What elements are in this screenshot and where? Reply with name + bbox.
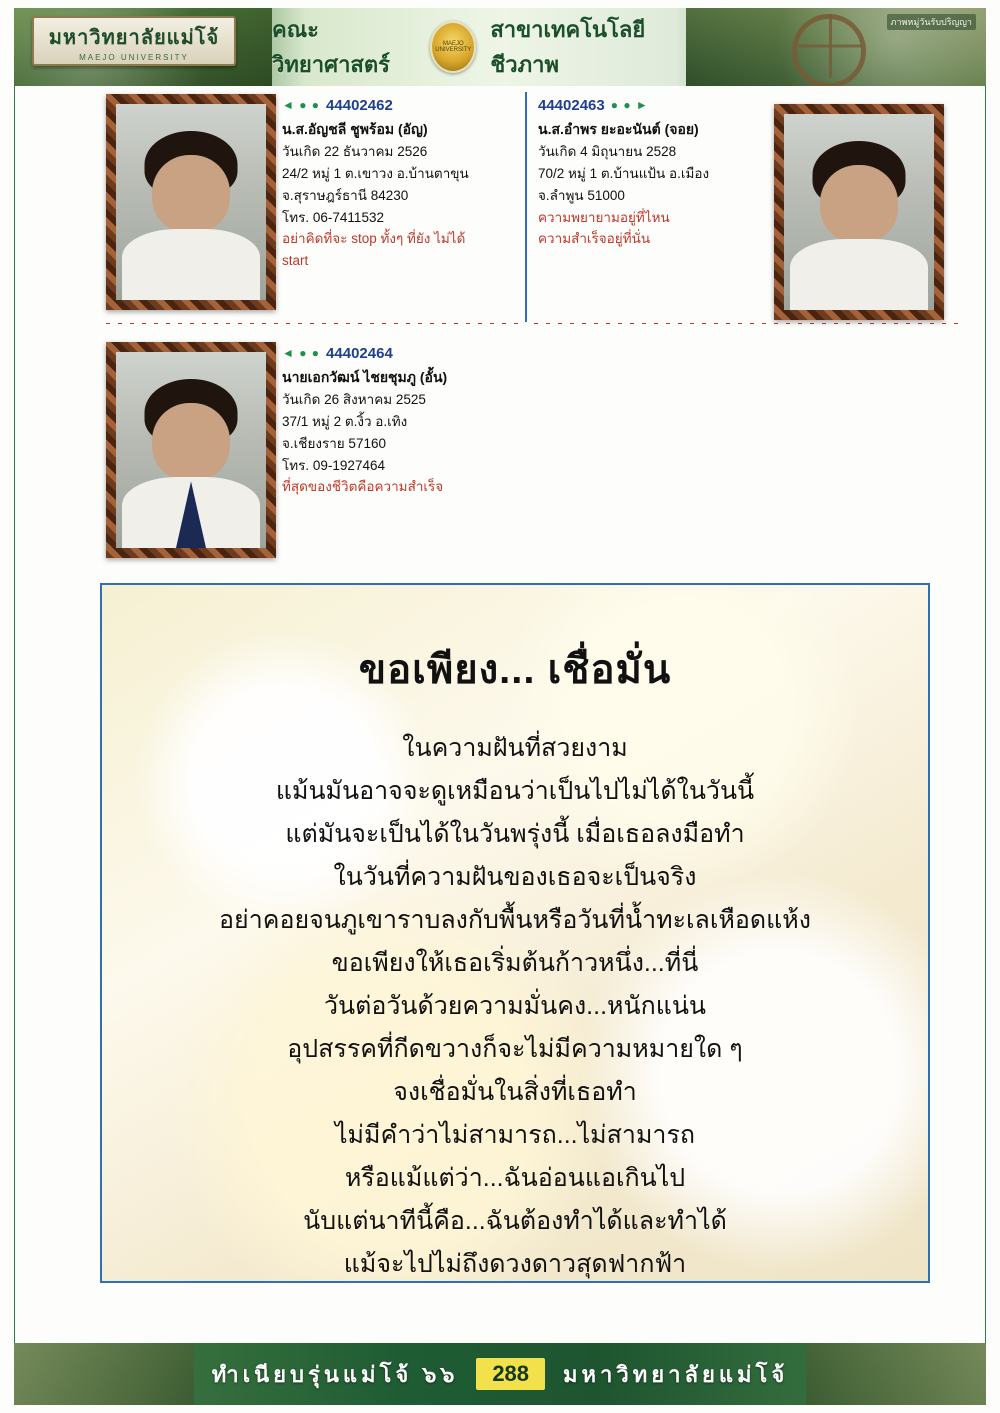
- student-photo-3: [106, 342, 276, 558]
- student-address1-1: 24/2 หมู่ 1 ต.เขาวง อ.บ้านตาขุน: [282, 165, 469, 181]
- entry-divider-top-left: [106, 323, 526, 324]
- department-title: สาขาเทคโนโลยีชีวภาพ: [490, 17, 646, 77]
- poem-line: ไม่มีคำว่าไม่สามารถ...ไม่สามารถ: [334, 1121, 696, 1149]
- page-number: 288: [476, 1358, 545, 1390]
- student-birth-1: วันเกิด 22 ธันวาคม 2526: [282, 143, 428, 159]
- poem-line: ขอเพียงให้เธอเริ่มต้นก้าวหนึ่ง...ที่นี่: [331, 949, 699, 977]
- student-quote1-2: ความพยายามอยู่ที่ไหน: [538, 209, 670, 225]
- poem-title: ขอเพียง... เชื่อมั่น: [358, 648, 672, 692]
- student-phone-1: โทร. 06-7411532: [282, 209, 384, 225]
- student-quote1-3: ที่สุดของชีวิตคือความสำเร็จ: [282, 479, 444, 495]
- arrow-marks-icon-3: ◄ ● ●: [282, 346, 321, 361]
- poem-line: ในความฝันที่สวยงาม: [402, 734, 628, 762]
- university-sign-english: MAEJO UNIVERSITY: [79, 52, 189, 62]
- student-address2-1: จ.สุราษฎร์ธานี 84230: [282, 187, 409, 203]
- poem-line: แม้นมันอาจจะดูเหมือนว่าเป็นไปไม่ได้ในวันนี้: [275, 777, 755, 805]
- poem-line: แม้จะไปไม่ถึงดวงดาวสุดฟากฟ้า: [343, 1250, 687, 1278]
- student-birth-2: วันเกิด 4 มิถุนายน 2528: [538, 143, 677, 159]
- poem-line: อุปสรรคที่กีดขวางก็จะไม่มีความหมายใด ๆ: [287, 1035, 743, 1063]
- portrait-image-1: [116, 104, 266, 300]
- page-header-banner: [14, 8, 986, 86]
- faculty-title: คณะวิทยาศาสตร์: [272, 17, 390, 77]
- student-info-3: [282, 342, 542, 498]
- poem-line: ในวันที่ความฝันของเธอจะเป็นจริง: [333, 863, 697, 891]
- student-id-3: 44402464: [326, 345, 393, 362]
- university-sign-thai: มหาวิทยาลัยแม่โจ้: [48, 26, 220, 49]
- arrow-marks-icon-2: ● ● ►: [610, 98, 649, 113]
- student-address2-2: จ.ลำพูน 51000: [538, 187, 625, 203]
- footer-right-text: มหาวิทยาลัยแม่โจ้: [563, 1361, 789, 1387]
- university-sign: [32, 16, 236, 66]
- entry-vertical-divider: [525, 92, 527, 322]
- student-address1-2: 70/2 หมู่ 1 ต.บ้านแป้น อ.เมือง: [538, 165, 710, 181]
- header-right-caption: ภาพหมู่วันรับปริญญา: [887, 14, 976, 30]
- portrait-face-1: [152, 155, 230, 233]
- footer-left-text: ทำเนียบรุ่นแม่โจ้ ๖๖: [211, 1361, 459, 1387]
- student-info-1: [282, 94, 512, 272]
- portrait-image-2: [784, 114, 934, 310]
- poem-body: [102, 727, 928, 1283]
- student-photo-2: [774, 104, 944, 320]
- student-id-2: 44402463: [538, 97, 605, 114]
- student-quote2-1: start: [282, 253, 309, 269]
- wagon-wheel-icon: [792, 14, 866, 86]
- poem-line: อย่าคอยจนภูเขาราบลงกับพื้นหรือวันที่น้ำทะเลเหือดแห้ง: [219, 906, 811, 934]
- page-footer: [14, 1343, 986, 1405]
- poem-line: วันต่อวันด้วยความมั่นคง...หนักแน่น: [323, 992, 707, 1020]
- student-name-3: นายเอกวัฒน์ ไชยชุมภู (อั้น): [282, 369, 448, 386]
- poem-line: จงเชื่อมั่นในสิ่งที่เธอทำ: [393, 1078, 637, 1106]
- arrow-marks-icon-1: ◄ ● ●: [282, 98, 321, 113]
- student-name-2: น.ส.อำพร ยะอะนันต์ (จอย): [538, 121, 699, 138]
- portrait-body-1: [122, 229, 260, 300]
- poem-line: นับแต่นาทีนี้คือ...ฉันต้องทำได้และทำได้: [303, 1207, 727, 1235]
- portrait-body-2: [790, 239, 928, 310]
- student-photo-1: [106, 94, 276, 310]
- university-seal-icon: MAEJO UNIVERSITY: [430, 21, 476, 73]
- student-quote1-1: อย่าคิดที่จะ stop ทั้งๆ ที่ยัง ไม่ได้: [282, 231, 466, 247]
- student-id-row-3: [282, 342, 542, 366]
- student-id-1: 44402462: [326, 97, 393, 114]
- student-entries: [14, 86, 986, 556]
- student-name-1: น.ส.อัญชลี ชูพร้อม (อัญ): [282, 121, 428, 138]
- poem-line: หรือแม้แต่ว่า...ฉันอ่อนแอเกินไป: [344, 1164, 686, 1192]
- student-id-row-1: [282, 94, 512, 118]
- portrait-face-3: [152, 403, 230, 481]
- entry-divider-top-right: [534, 323, 964, 324]
- student-address1-3: 37/1 หมู่ 2 ต.งิ้ว อ.เทิง: [282, 413, 408, 429]
- student-birth-3: วันเกิด 26 สิงหาคม 2525: [282, 391, 426, 407]
- student-quote2-2: ความสำเร็จอยู่ที่นั่น: [538, 231, 651, 247]
- header-right-photo: [686, 8, 986, 86]
- portrait-image-3: [116, 352, 266, 548]
- portrait-face-2: [820, 165, 898, 243]
- student-info-2: [538, 94, 788, 250]
- header-title-group: [272, 8, 686, 86]
- student-phone-3: โทร. 09-1927464: [282, 457, 385, 473]
- student-address2-3: จ.เชียงราย 57160: [282, 435, 386, 451]
- student-id-row-2: [538, 94, 788, 118]
- poem-panel: [100, 583, 930, 1283]
- poem-line: แต่มันจะเป็นได้ในวันพรุ่งนี้ เมื่อเธอลงมือทำ: [285, 820, 745, 848]
- header-left-photo: [14, 8, 272, 86]
